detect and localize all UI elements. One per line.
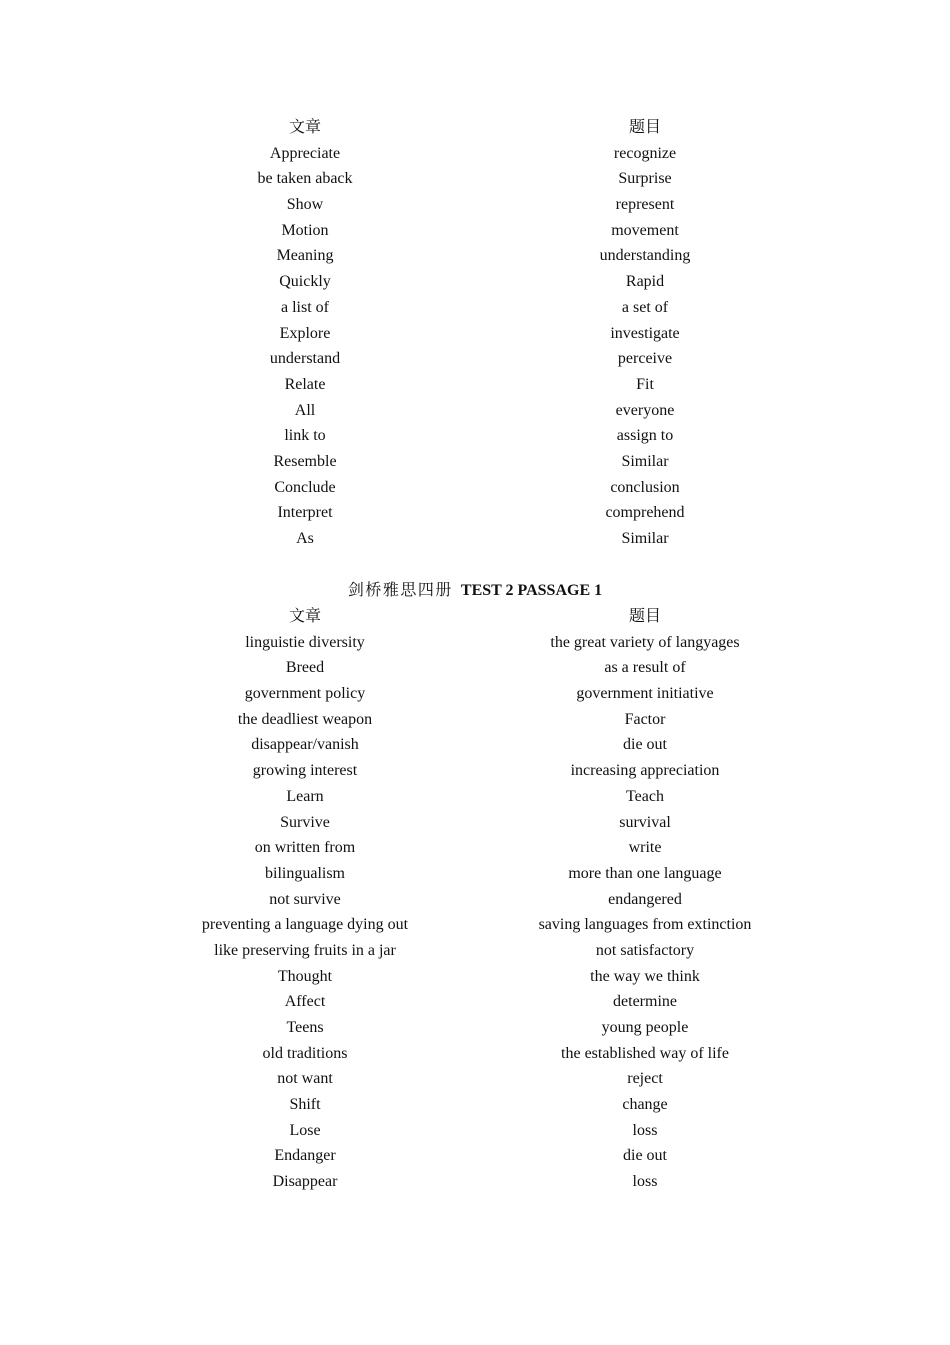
section-title-en: TEST 2 PASSAGE 1 (460, 582, 603, 599)
article-term: not want (277, 1070, 333, 1088)
table-row (135, 192, 815, 218)
article-term: Explore (279, 324, 331, 342)
table-row (135, 810, 815, 836)
question-term: movement (611, 221, 679, 239)
question-term: comprehend (605, 504, 685, 522)
article-term: on written from (254, 839, 356, 857)
table-row (135, 887, 815, 913)
article-term: linguistie diversity (245, 633, 365, 651)
question-term: loss (632, 1121, 658, 1139)
question-term: assign to (616, 427, 674, 445)
table-row (135, 1118, 815, 1144)
table-row (135, 218, 815, 244)
article-term: be taken aback (257, 170, 353, 188)
table-header-row (135, 115, 815, 141)
table-row (135, 141, 815, 167)
table-row (135, 243, 815, 269)
question-term: Similar (621, 530, 669, 547)
question-term: everyone (615, 401, 675, 419)
article-term: Meaning (276, 247, 334, 265)
table-row (135, 681, 815, 707)
table-row (135, 758, 815, 784)
question-term: represent (615, 196, 675, 214)
table-row (135, 166, 815, 192)
vocabulary-table-1 (135, 115, 815, 552)
table-row (135, 398, 815, 424)
question-term: government initiative (576, 685, 714, 703)
table-row (135, 912, 815, 938)
table-row (135, 321, 815, 347)
question-term: recognize (613, 144, 677, 162)
question-term: understanding (599, 247, 691, 265)
question-term: saving languages from extinction (538, 916, 752, 934)
table-row (135, 449, 815, 475)
article-term: the deadliest weapon (237, 710, 373, 728)
question-term: Similar (621, 452, 669, 470)
article-term: Learn (286, 787, 324, 805)
article-term: Conclude (274, 478, 336, 496)
table-row (135, 423, 815, 449)
table-row (135, 295, 815, 321)
article-term: Show (286, 196, 324, 214)
question-term: not satisfactory (595, 941, 695, 959)
article-term: Quickly (279, 273, 331, 291)
article-term: Appreciate (269, 144, 341, 162)
article-term: not survive (269, 890, 341, 908)
article-term: Affect (284, 993, 326, 1011)
table-row (135, 964, 815, 990)
table-row (135, 526, 815, 552)
question-term: Fit (636, 375, 654, 393)
article-term: government policy (244, 685, 366, 703)
question-term: determine (613, 993, 677, 1011)
table-body (135, 630, 815, 1195)
question-term: increasing appreciation (570, 762, 720, 780)
table-row (135, 372, 815, 398)
question-term: Factor (624, 710, 666, 728)
table-row (135, 1041, 815, 1067)
question-term: reject (627, 1070, 663, 1088)
question-term: endangered (608, 890, 682, 908)
table-row (135, 707, 815, 733)
article-term: Endanger (274, 1147, 336, 1165)
header-article: 文章 (288, 608, 321, 625)
question-term: more than one language (568, 864, 722, 882)
article-term: As (296, 530, 314, 547)
article-term: Thought (277, 967, 333, 985)
table-row (135, 1169, 815, 1195)
question-term: a set of (621, 298, 669, 316)
table-row (135, 732, 815, 758)
article-term: Shift (289, 1096, 321, 1114)
table-row (135, 861, 815, 887)
article-term: growing interest (252, 762, 358, 780)
table-row (135, 1143, 815, 1169)
article-term: old traditions (262, 1044, 348, 1062)
table-row (135, 784, 815, 810)
article-term: like preserving fruits in a jar (214, 941, 396, 959)
question-term: perceive (617, 350, 673, 368)
article-term: Relate (284, 375, 326, 393)
article-term: Motion (281, 221, 329, 239)
article-term: Breed (285, 659, 325, 677)
section-title-cn: 剑桥雅思四册 (347, 582, 453, 599)
header-question: 题目 (628, 119, 661, 136)
table-row (135, 835, 815, 861)
question-term: Rapid (625, 273, 665, 291)
table-row (135, 938, 815, 964)
question-term: conclusion (610, 478, 680, 496)
question-term: Surprise (618, 170, 672, 188)
table-row (135, 500, 815, 526)
section-title (0, 578, 950, 604)
article-term: Survive (280, 813, 330, 831)
question-term: loss (632, 1173, 658, 1191)
question-term: the great variety of langyages (550, 633, 740, 651)
vocabulary-table-2 (135, 604, 815, 1195)
table-row (135, 1092, 815, 1118)
article-term: preventing a language dying out (201, 916, 409, 934)
table-row (135, 630, 815, 656)
article-term: Teens (286, 1019, 324, 1036)
question-term: die out (623, 1147, 667, 1165)
question-term: investigate (610, 324, 680, 342)
question-term: young people (601, 1019, 689, 1036)
article-term: understand (269, 350, 341, 368)
table-header-row (135, 604, 815, 630)
article-term: bilingualism (265, 864, 345, 882)
table-row (135, 655, 815, 681)
table-row (135, 475, 815, 501)
article-term: Resemble (273, 452, 337, 470)
question-term: survival (619, 813, 671, 831)
article-term: All (294, 401, 316, 419)
table-row (135, 269, 815, 295)
question-term: the way we think (590, 967, 700, 985)
question-term: die out (623, 736, 667, 754)
article-term: Interpret (277, 504, 333, 522)
question-term: as a result of (604, 659, 686, 677)
question-term: change (622, 1096, 668, 1114)
question-term: write (628, 839, 662, 857)
question-term: Teach (626, 787, 664, 805)
table-row (135, 1015, 815, 1041)
article-term: disappear/vanish (251, 736, 359, 754)
article-term: a list of (281, 298, 329, 316)
table-row (135, 346, 815, 372)
article-term: link to (284, 427, 326, 445)
article-term: Lose (289, 1121, 321, 1139)
table-body (135, 141, 815, 552)
question-term: the established way of life (561, 1044, 729, 1062)
table-row (135, 1066, 815, 1092)
header-article: 文章 (288, 119, 321, 136)
article-term: Disappear (272, 1173, 338, 1191)
header-question: 题目 (628, 608, 661, 625)
table-row (135, 989, 815, 1015)
